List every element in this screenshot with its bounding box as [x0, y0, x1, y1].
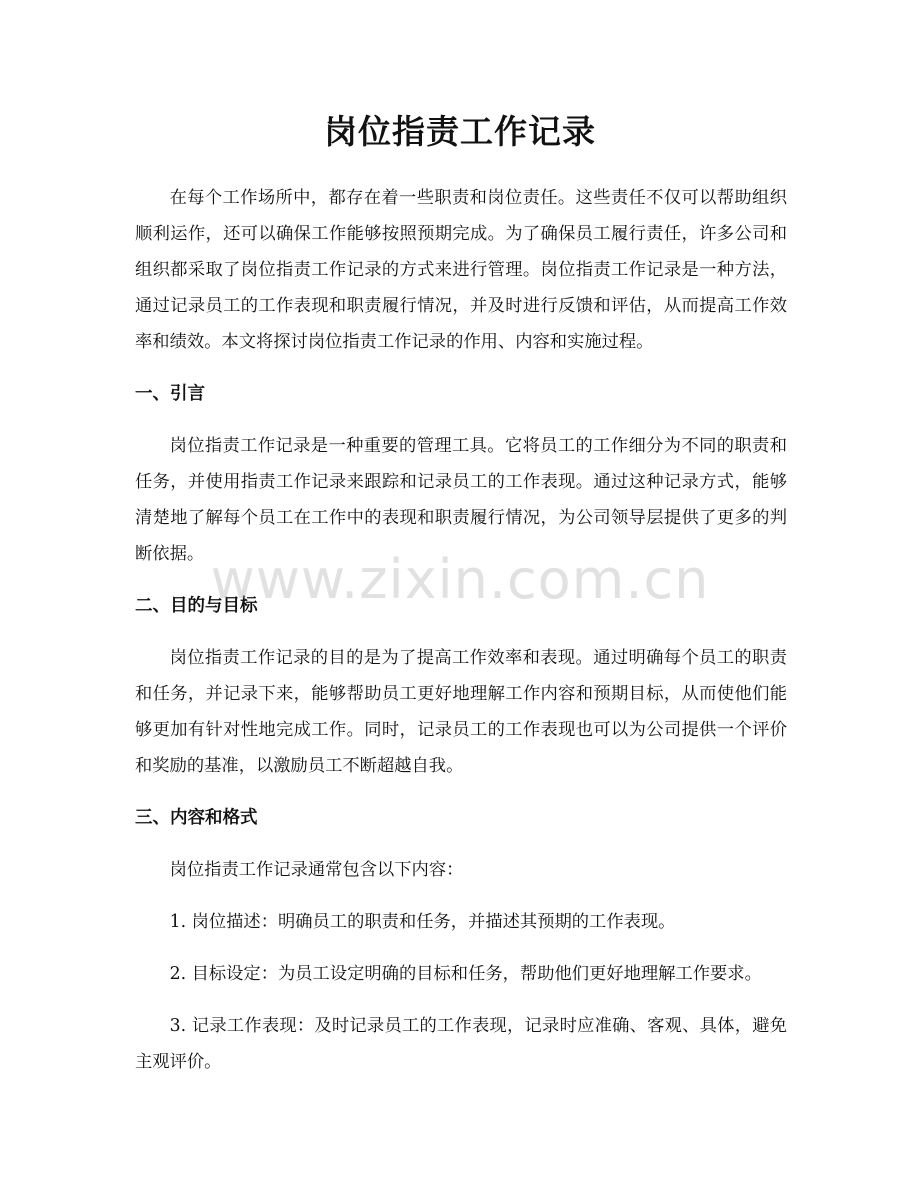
section-heading-purpose: 二、目的与目标	[135, 596, 258, 616]
section-paragraph-purpose: 岗位指责工作记录的目的是为了提高工作效率和表现。通过明确每个员工的职责和任务，并记录下来，能够帮助员工更好地理解工作内容和预期目标，从而使他们能够更加有针对性地完成工作。同时，记录员工的工作表现也可以为公司提供一个评价和奖励的基准，以激励员工不断超越自我。	[135, 648, 787, 776]
list-item: 1. 岗位描述：明确员工的职责和任务，并描述其预期的工作表现。	[169, 912, 676, 932]
list-item: 2. 目标设定：为员工设定明确的目标和任务，帮助他们更好地理解工作要求。	[169, 964, 762, 984]
section-paragraph-introduction: 岗位指责工作记录是一种重要的管理工具。它将员工的工作细分为不同的职责和任务，并使用指责工作记录来跟踪和记录员工的工作表现。通过这种记录方式，能够清楚地了解每个员工在工作中的表现和职责履行情况，为公司领导层提供了更多的判断依据。	[135, 436, 787, 564]
list-item: 3. 记录工作表现：及时记录员工的工作表现，记录时应准确、客观、具体，避免主观评价。	[135, 1016, 787, 1072]
document-body	[135, 180, 787, 1096]
section-heading-introduction: 一、引言	[135, 384, 205, 404]
section-heading-content-format: 三、内容和格式	[135, 808, 258, 828]
intro-paragraph: 在每个工作场所中，都存在着一些职责和岗位责任。这些责任不仅可以帮助组织顺利运作，还可以确保工作能够按照预期完成。为了确保员工履行责任，许多公司和组织都采取了岗位指责工作记录的方式来进行管理。岗位指责工作记录是一种方法，通过记录员工的工作表现和职责履行情况，并及时进行反馈和评估，从而提高工作效率和绩效。本文将探讨岗位指责工作记录的作用、内容和实施过程。	[135, 188, 787, 352]
section-paragraph-content-format: 岗位指责工作记录通常包含以下内容：	[169, 860, 464, 880]
watermark-text: www.zixin.com.cn	[210, 548, 710, 611]
document-title: 岗位指责工作记录	[324, 112, 596, 151]
